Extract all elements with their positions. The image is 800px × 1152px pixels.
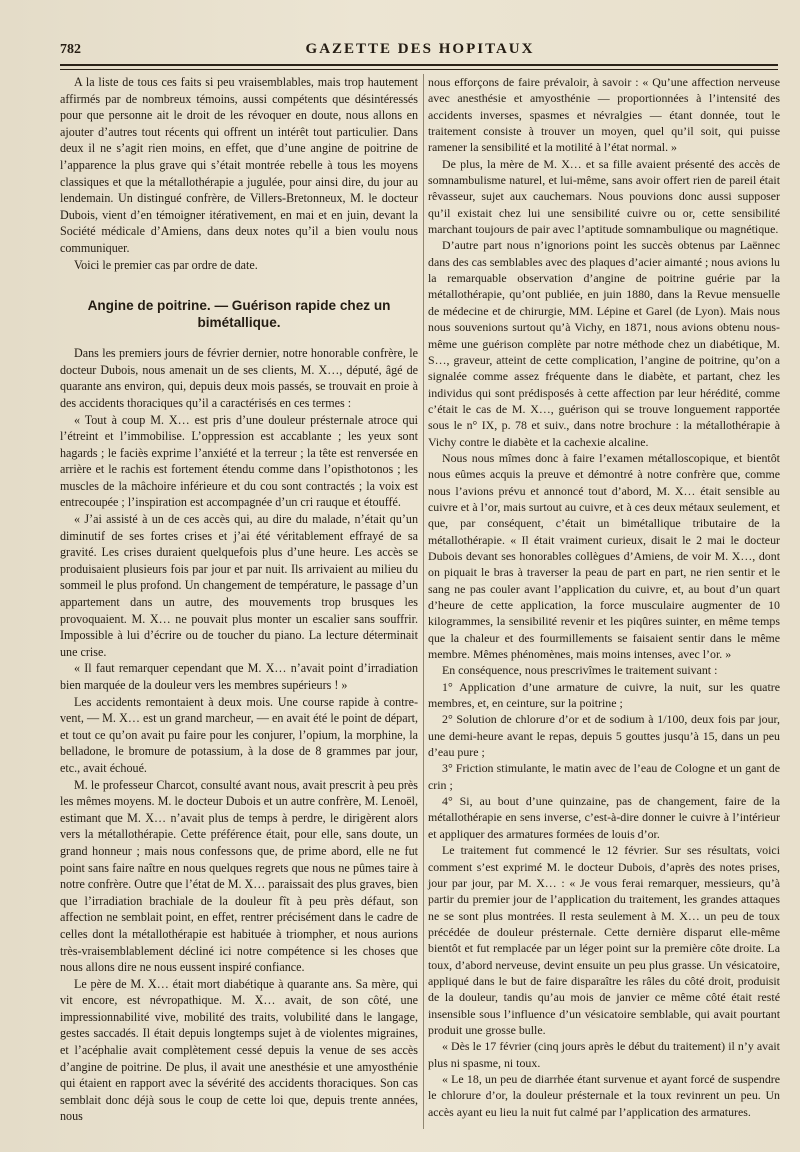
- paragraph: nous efforçons de faire prévaloir, à savoir : « Qu’une affection nerveuse avec anesthésie et amyosthénie — proportionnées à l’intensité des accidents inverses, spasmes et névralgies — étant donnée, tout le traitement consiste à trouver un moyen, quel qu’il soit, qui puisse ramener la sensibilité et la motilité à l’état normal. »: [428, 75, 780, 155]
- page-number: 782: [60, 42, 81, 57]
- paragraph: « Dès le 17 février (cinq jours après le début du traitement) il n’y avait plus ni spasme, ni toux.: [428, 1039, 780, 1070]
- paragraph: Le père de M. X… était mort diabétique à quarante ans. Sa mère, qui vit encore, est névropathique. M. X… avait, de son côté, une impressionnabilité vive, mobilité des traits, volubilité dans le langage, gestes saccadés. Il était depuis longtemps sujet à de violentes migraines, et l’acéphalie avait complètement cessé depuis la venue de ses accès d’angine de poitrine. De plus, il avait une anesthésie et une amyosthénie qui étaient en rapport avec la sévérité des accidents thoraciques. Son cas semblait donc déjà sous le coup de cette loi que, depuis trente années, nous: [60, 976, 418, 1124]
- treatment-list: [428, 679, 780, 842]
- list-item: 3° Friction stimulante, le matin avec de l’eau de Cologne et un gant de crin ;: [428, 761, 780, 792]
- left-column: [60, 74, 418, 1125]
- article-title-line: Angine de poitrine. — Guérison rapide chez un: [87, 298, 391, 314]
- paragraph: Nous nous mîmes donc à faire l’examen métalloscopique, et bientôt nous eûmes acquis la preuve et démontré à notre confrère que, comme nous l’avions prévu et annoncé tout d’abord, M. X… était sensible au cuivre et à l’or, mais surtout au cuivre, et à ces deux métaux seulement, et que, par conséquent, c’était un bimétallique tributaire de la métallothérapie. « Il était vraiment curieux, disait le 2 mai le docteur Dubois devant ses honorables collègues d’Amiens, de voir M. X…, dont on piquait le bras à traverser la peau de part en part, ne rien sentir et le sang ne pas couler avant l’application du cuivre, et, au bout d’un quart d’heure de cette application, la force musculaire augmenter de 10 kilogrammes, la sensibilité revenir et les piqûres suinter, en même temps que la chaleur et des fourmillements se faisaient sentir dans le même membre. Mêmes phénomènes, mais moins intenses, avec l’or. »: [428, 450, 780, 662]
- paragraph: A la liste de tous ces faits si peu vraisemblables, mais trop hautement affirmés par de nombreux témoins, aussi compétents que désintéressés pour que personne ait le droit de les révoquer en doute, nous allons en ajouter d’autres tout récents qui offrent un intérêt tout particulier. Dans deux il ne s’agit rien moins, en effet, que d’une angine de poitrine de l’apparence la plus grave qui s’était montrée rebelle à tous les moyens classiques et que la métallothérapie a jugulée, pour ainsi dire, du jour au lendemain. Un distingué confrère, de Villers-Bretonneux, M. le docteur Dubois, vient d’en témoigner itérativement, en mai et en juin, devant la Société médicale d’Amiens, dans deux notes qu’il a bien voulu nous communiquer.: [60, 75, 418, 255]
- running-title: GAZETTE DES HOPITAUX: [305, 41, 535, 57]
- header-rule-thick: [60, 64, 778, 66]
- paragraph: De plus, la mère de M. X… et sa fille avaient présenté des accès de somnambulisme naturel, et lui-même, sans avoir offert rien de pareil était rêvasseur, sujet aux cauchemars. Nous pouvions donc aussi supposer qu’il existait chez lui une sensibilité cuivre ou or, cette sensibilité marchant toujours de pair avec l’aptitude somnambulique ou magnétique.: [428, 156, 780, 237]
- paragraph: « Il faut remarquer cependant que M. X… n’avait point d’irradiation bien marquée de la douleur vers les membres supérieurs ! »: [60, 661, 418, 692]
- paragraph: Les accidents remontaient à deux mois. Une course rapide à contre-vent, — M. X… est un grand marcheur, — en avait été le point de départ, et tout ce qu’on avait pu faire pour les conjurer, l’opium, la morphine, la belladone, le bromure de potassium, à la dose de 8 grammes par jour, etc., avait échoué.: [60, 694, 418, 775]
- paragraph: « Le 18, un peu de diarrhée étant survenue et ayant forcé de suspendre le chlorure d’or, la douleur présternale et la toux revinrent un peu. Un accès ayant eu lieu la nuit fut calmé par l’application des armatures.: [428, 1071, 780, 1119]
- header-rule-thin: [60, 69, 778, 70]
- paragraph: Le traitement fut commencé le 12 février. Sur ses résultats, voici comment s’est exprimé M. le docteur Dubois, d’après des notes prises, jour par jour, par M. X… : « Je vous ferai remarquer, messieurs, qu’à partir du premier jour de l’application du traitement, les grandes attaques ne se sont plus montrées. Il resta seulement à M. X… un peu de toux précédée de douleur présternale. Cette dernière disparut elle-même bientôt et fut remplacée par un léger point sur la première côte droite. La toux, d’abord nerveuse, devint ensuite un peu plus grasse. Un vésicatoire, appliqué dans le but de faire disparaître les râles du côté droit, produisit de la douleur, tandis qu’au mois de janvier ce même côté était resté insensible sous l’influence d’un vésicatoire semblable, qui avait pourtant produit une grosse bulle.: [428, 843, 780, 1037]
- list-item: 1° Application d’une armature de cuivre, la nuit, sur les quatre membres, et, en ceinture, sur la poitrine ;: [428, 679, 780, 711]
- paragraph: D’autre part nous n’ignorions point les succès obtenus par Laënnec dans des cas semblables avec des plaques d’acier aimanté ; nous avions lu la remarquable observation d’angine de poitrine guérie par la métallothérapie, qu’ont publiée, en juin 1880, dans la Revue mensuelle de médecine et de chirurgie, MM. Lépine et Garel (de Lyon). Mais nous nous souvenions surtout qu’à Vichy, en 1871, nous avions obtenu nous-même une guérison complète par notre méthode chez un diabétique, M. S…, graveur, atteint de cette complication, l’angine de poitrine, qu’on a signalée comme assez fréquente dans le diabète, et partant, chez les individus qui sont prédisposés à cette affection par leur hérédité, comme c’était le cas de M. X…, guérison qui se trouve longuement rapportée sous le n° IX, p. 78 et suiv., dans notre brochure : la métallothérapie à Vichy contre le diabète et la cachexie alcaline.: [428, 238, 780, 449]
- paragraph: M. le professeur Charcot, consulté avant nous, avait prescrit à peu près les mêmes moyens. M. le docteur Dubois et un autre confrère, M. Lenoël, estimant que M. X… n’avait plus de temps à perdre, le dirigèrent alors vers la métallothérapie. Cette préférence était, pour elle, sans doute, un grand honneur ; mais nous confessons que, de prime abord, elle ne fut point sans faire naître en nous quelques regrets que nous ne pûmes taire à notre confrère. Outre que l’état de M. X… paraissait des plus graves, bien que l’irradiation brachiale de la douleur fît à peu près défaut, son affection ne semblait point, en effet, rentrer précisément dans le cadre de celles dont la métallothérapie est habituée à triompher, et nous aurions très-vraisemblablement décliné ici notre compétence si les choses que nous allons dire ne nous eussent inspiré confiance.: [60, 777, 418, 975]
- list-item: 2° Solution de chlorure d’or et de sodium à 1/100, deux fois par jour, une demi-heure avant le repas, depuis 5 gouttes jusqu’à 15, dans un peu d’eau pure ;: [428, 712, 780, 760]
- paragraph: En conséquence, nous prescrivîmes le traitement suivant :: [442, 663, 718, 678]
- paragraph: « Tout à coup M. X… est pris d’une douleur présternale atroce qui l’étreint et l’immobilise. L’oppression est accablante ; les yeux sont hagards ; le faciès exprime l’anxiété et la terreur ; la tête est renversée en arrière et le rachis est fortement étendu comme dans l’opisthotonos ; les muscles de la mâchoire inférieure et du cou sont contractés ; la voix est entrecoupée ; l’inspiration est accompagnée d’un cri rauque et étouffé.: [60, 412, 418, 510]
- page-header: [60, 38, 780, 64]
- right-column: [428, 74, 780, 1120]
- paragraph: Dans les premiers jours de février dernier, notre honorable confrère, le docteur Dubois, nous amenait un de ses clients, M. X…, député, âgé de quarante ans environ, qui, depuis deux mois passés, se trouvait en proie à des accidents thoraciques qu’il a caractérisés en ces termes :: [60, 346, 418, 410]
- paragraph: Voici le premier cas par ordre de date.: [74, 257, 258, 272]
- article-title: [60, 297, 418, 331]
- paragraph: « J’ai assisté à un de ces accès qui, au dire du malade, n’était qu’un diminutif de ses fortes crises et j’ai été véritablement effrayé de sa gravité. Les crises duraient quelquefois plus d’une heure. Les accès se produisaient plusieurs fois par jour et par nuit. Ils arrivaient au milieu du sommeil le plus profond. Un changement de température, le passage d’un appartement dans un autre, des mouvements trop brusques les provoquaient. M. X… ne pouvait plus monter un escalier sans souffrir. Impossible à lui d’écrire ou de toucher du piano. La lecture déterminait une crise.: [60, 512, 418, 659]
- article-title-line: bimétallique.: [197, 315, 281, 331]
- list-item: 4° Si, au bout d’une quinzaine, pas de changement, faire de la métallothérapie en sens inverse, c’est-à-dire donner le cuivre à l’intérieur et appliquer des armatures formées de louis d’or.: [428, 794, 780, 841]
- column-divider: [423, 74, 424, 1129]
